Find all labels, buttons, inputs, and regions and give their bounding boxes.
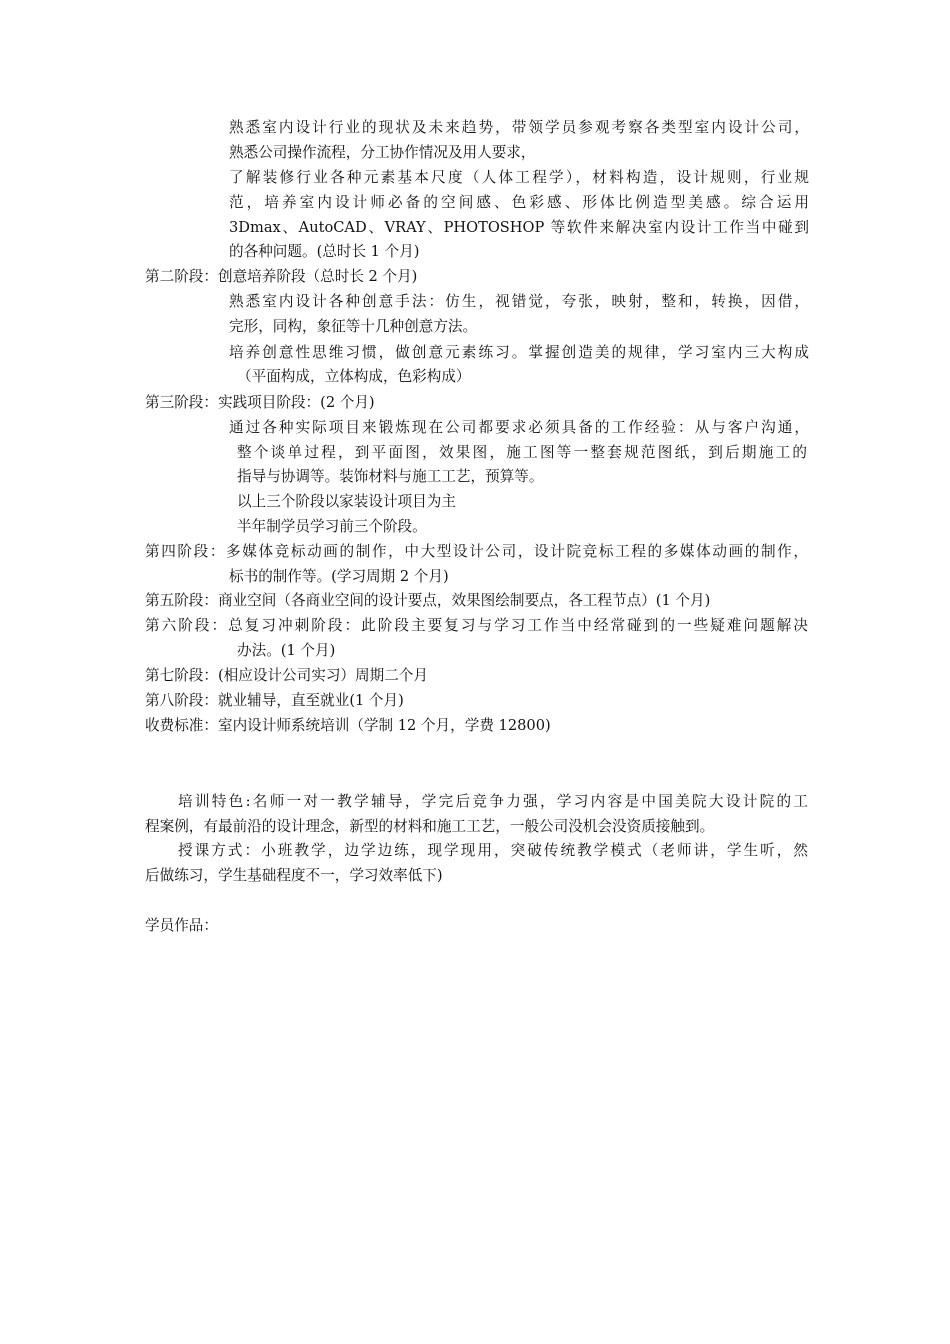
- stage1-text-line-3: 了解装修行业各种元素基本尺度（人体工程学），材料构造，设计规则，行业规: [229, 169, 809, 186]
- student-works-heading: 学员作品：: [145, 917, 218, 934]
- stage3-text-line-3: 指导与协调等。装饰材料与施工工艺，预算等。: [237, 468, 544, 485]
- teaching-method-line-2: 后做练习，学生基础程度不一，学习效率低下): [145, 867, 443, 884]
- stage8-text: 第八阶段：就业辅导，直至就业(1 个月): [145, 692, 404, 709]
- stage7-text: 第七阶段：(相应设计公司实习）周期二个月: [145, 667, 428, 684]
- stage2-heading: 第二阶段：创意培养阶段（总时长 2 个月): [145, 268, 418, 285]
- fee-standard-text: 收费标准：室内设计师系统培训（学制 12 个月，学费 12800): [145, 717, 551, 734]
- training-features-line-1: 培训特色:名师一对一教学辅导，学完后竞争力强，学习内容是中国美院大设计院的工: [178, 793, 808, 810]
- stage3-heading: 第三阶段：实践项目阶段：(2 个月): [145, 394, 375, 411]
- stage2-text-line-3: 培养创意性思维习惯，做创意元素练习。掌握创造美的规律，学习室内三大构成: [229, 344, 809, 361]
- teaching-method-line-1: 授课方式：小班教学，边学边练，现学现用，突破传统教学模式（老师讲，学生听，然: [178, 842, 808, 859]
- stage2-text-line-1: 熟悉室内设计各种创意手法：仿生，视错觉，夸张，映射，整和，转换，因借，: [229, 293, 809, 310]
- stage3-text-line-2: 整个谈单过程，到平面图，效果图，施工图等一整套规范图纸，到后期施工的: [237, 444, 807, 461]
- stage4-text-line-2: 标书的制作等。(学习周期 2 个月): [229, 568, 449, 585]
- stage3-note-1: 以上三个阶段以家装设计项目为主: [237, 493, 456, 510]
- stage2-text-line-4: （平面构成，立体构成，色彩构成）: [237, 368, 471, 385]
- stage1-text-line-5: 3Dmax、AutoCAD、VRAY、PHOTOSHOP 等软件来解决室内设计工作当中碰到: [229, 219, 809, 236]
- stage1-text-line-2: 熟悉公司操作流程，分工协作情况及用人要求，: [229, 144, 536, 161]
- stage1-text-line-6: 的各种问题。(总时长 1 个月): [229, 243, 420, 260]
- stage6-text-line-1: 第六阶段：总复习冲刺阶段：此阶段主要复习与学习工作当中经常碰到的一些疑难问题解决: [145, 617, 808, 634]
- stage6-text-line-2: 办法。(1 个月): [237, 642, 336, 659]
- stage2-text-line-2: 完形，同构，象征等十几种创意方法。: [229, 318, 478, 335]
- training-features-line-2: 程案例，有最前沿的设计理念，新型的材料和施工工艺，一般公司没机会没资质接触到。: [145, 818, 715, 835]
- stage3-text-line-1: 通过各种实际项目来锻炼现在公司都要求必须具备的工作经验：从与客户沟通，: [229, 419, 809, 436]
- stage1-text-line-4: 范，培养室内设计师必备的空间感、色彩感、形体比例造型美感。综合运用: [229, 194, 809, 211]
- stage1-text-line-1: 熟悉室内设计行业的现状及未来趋势，带领学员参观考察各类型室内设计公司，: [229, 119, 809, 136]
- stage3-note-2: 半年制学员学习前三个阶段。: [237, 518, 427, 535]
- stage4-text-line-1: 第四阶段：多媒体竞标动画的制作，中大型设计公司，设计院竞标工程的多媒体动画的制作，: [145, 543, 808, 560]
- stage5-text: 第五阶段：商业空间（各商业空间的设计要点，效果图绘制要点，各工程节点）(1 个月): [145, 592, 711, 609]
